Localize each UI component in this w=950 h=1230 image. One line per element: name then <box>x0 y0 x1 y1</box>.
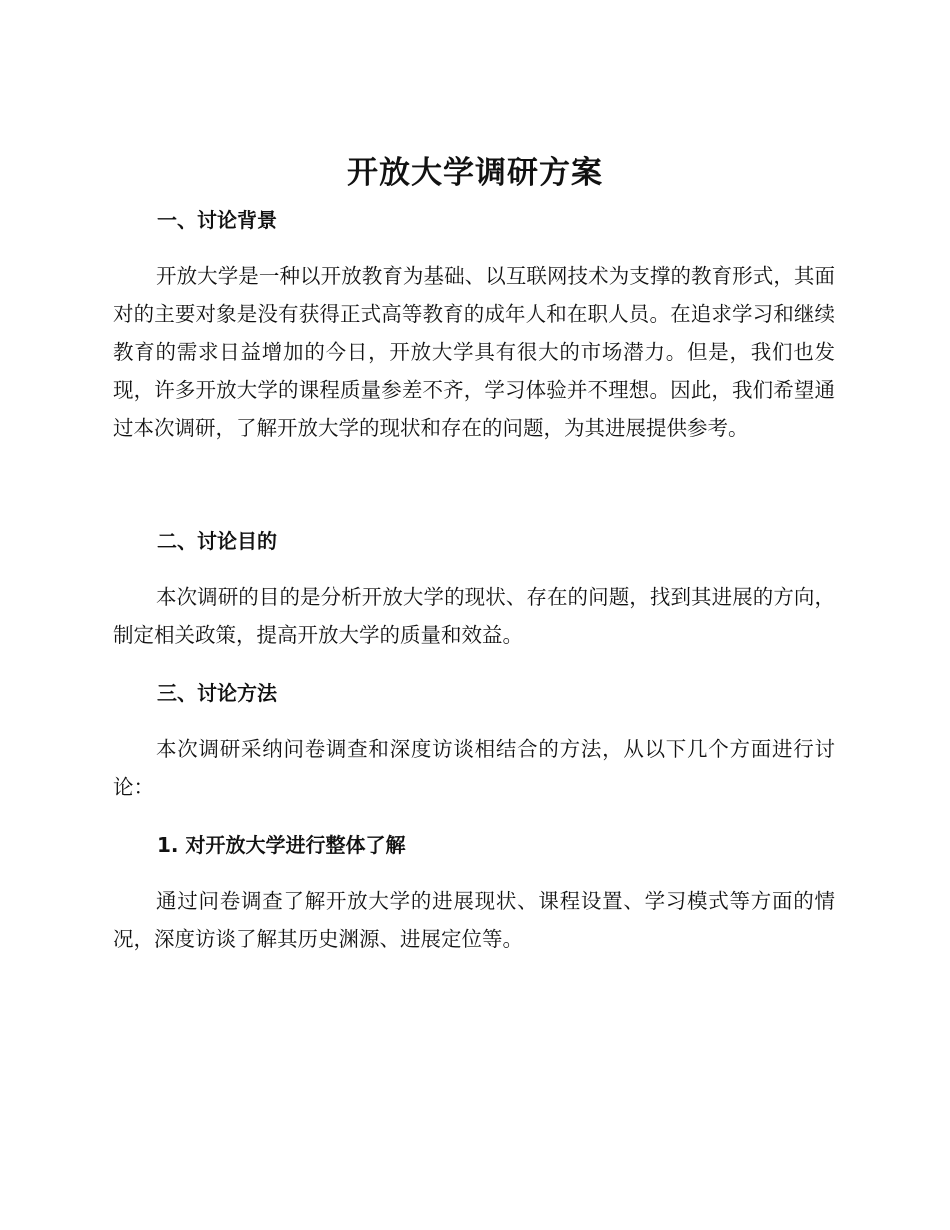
subsection-heading-overview: 1. 对开放大学进行整体了解 <box>157 833 406 857</box>
section-heading-background: 一、讨论背景 <box>157 208 277 232</box>
section-paragraph-method: 本次调研采纳问卷调查和深度访谈相结合的方法，从以下几个方面进行讨论： <box>113 737 835 799</box>
section-heading-method: 三、讨论方法 <box>157 681 277 705</box>
section-paragraph-purpose: 本次调研的目的是分析开放大学的现状、存在的问题，找到其进展的方向，制定相关政策，提高开放大学的质量和效益。 <box>113 585 835 647</box>
document-title: 开放大学调研方案 <box>347 155 603 191</box>
section-heading-purpose: 二、讨论目的 <box>157 529 277 553</box>
section-paragraph-background: 开放大学是一种以开放教育为基础、以互联网技术为支撑的教育形式，其面对的主要对象是没有获得正式高等教育的成年人和在职人员。在追求学习和继续教育的需求日益增加的今日，开放大学具有很大的市场潜力。但是，我们也发现，许多开放大学的课程质量参差不齐，学习体验并不理想。因此，我们希望通过本次调研，了解开放大学的现状和存在的问题，为其进展提供参考。 <box>113 264 835 440</box>
subsection-paragraph-overview: 通过问卷调查了解开放大学的进展现状、课程设置、学习模式等方面的情况，深度访谈了解其历史渊源、进展定位等。 <box>113 889 835 951</box>
